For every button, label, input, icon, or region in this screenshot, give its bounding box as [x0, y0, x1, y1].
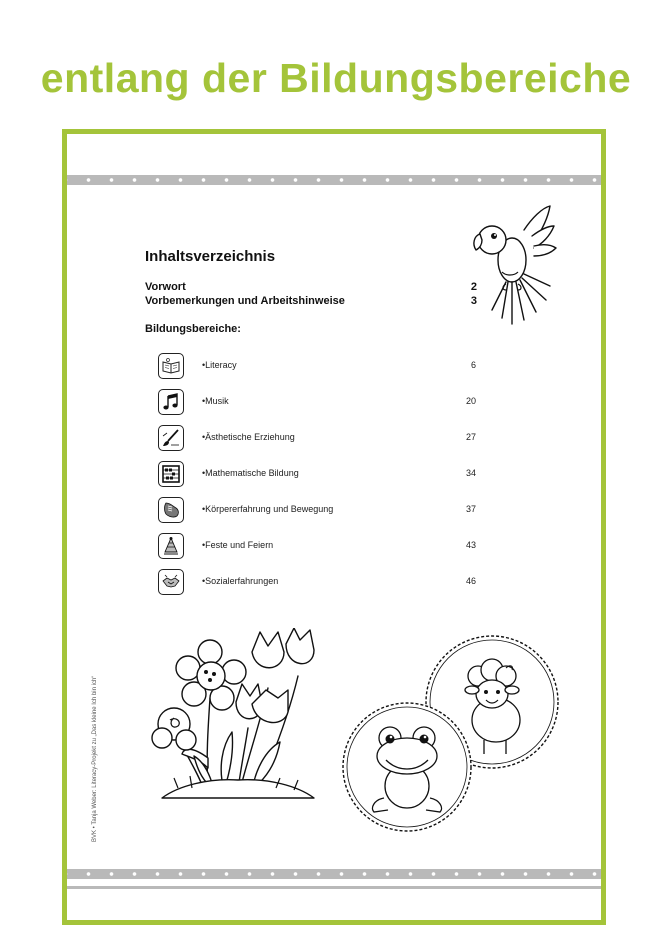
entry-label: • Feste und Feiern	[202, 540, 273, 550]
toc-row-page: 3	[470, 295, 477, 307]
music-note-icon	[158, 389, 184, 415]
paintbrush-icon	[158, 425, 184, 451]
book-icon	[158, 353, 184, 379]
entry-label: • Sozialerfahrungen	[202, 576, 278, 586]
toc-entry-sozialerfahrungen	[158, 569, 478, 599]
toc-row-vorwort	[145, 281, 477, 293]
entry-page: 46	[465, 576, 476, 586]
toc-heading: Inhaltsverzeichnis	[145, 248, 276, 265]
abacus-icon	[158, 461, 184, 487]
frog-medallion-illustration	[340, 700, 474, 834]
toc-entry-musik	[158, 389, 478, 419]
entry-page: 27	[465, 432, 476, 442]
toc-entry-literacy	[158, 353, 478, 383]
toc-row-label: Vorwort	[145, 281, 186, 293]
entry-label: • Ästhetische Erziehung	[202, 432, 295, 442]
entry-label: • Literacy	[202, 360, 237, 370]
entry-page: 37	[465, 504, 476, 514]
handshake-icon	[158, 569, 184, 595]
entry-label: • Körpererfahrung und Bewegung	[202, 504, 333, 514]
dotted-band-top	[67, 175, 601, 185]
section-heading: Bildungsbereiche:	[145, 323, 241, 335]
toc-entry-feste-und-feiern	[158, 533, 478, 563]
shoe-icon	[158, 497, 184, 523]
page-headline: entlang der Bildungsbereiche	[40, 55, 632, 101]
band-line-bottom	[67, 886, 601, 889]
toc-entry-aesthetische-erziehung	[158, 425, 478, 455]
entry-page: 6	[470, 360, 476, 370]
entry-label: • Mathematische Bildung	[202, 468, 299, 478]
toc-entry-koerpererfahrung	[158, 497, 478, 527]
toc-row-label: Vorbemerkungen und Arbeitshinweise	[145, 295, 345, 307]
party-hat-icon	[158, 533, 184, 559]
entry-page: 20	[465, 396, 476, 406]
parrot-illustration	[462, 200, 562, 340]
toc-row-vorbemerkungen	[145, 295, 477, 307]
dotted-band-bottom	[67, 869, 601, 879]
toc-row-page: 2	[470, 281, 477, 293]
toc-entry-mathematische-bildung	[158, 461, 478, 491]
flowers-illustration	[148, 628, 323, 813]
side-credit: BVK • Tanja Weber: Literacy-Projekt zu „Das kleine Ich bin ich“	[92, 675, 98, 842]
entry-label: • Musik	[202, 396, 229, 406]
entry-page: 34	[465, 468, 476, 478]
entry-page: 43	[465, 540, 476, 550]
